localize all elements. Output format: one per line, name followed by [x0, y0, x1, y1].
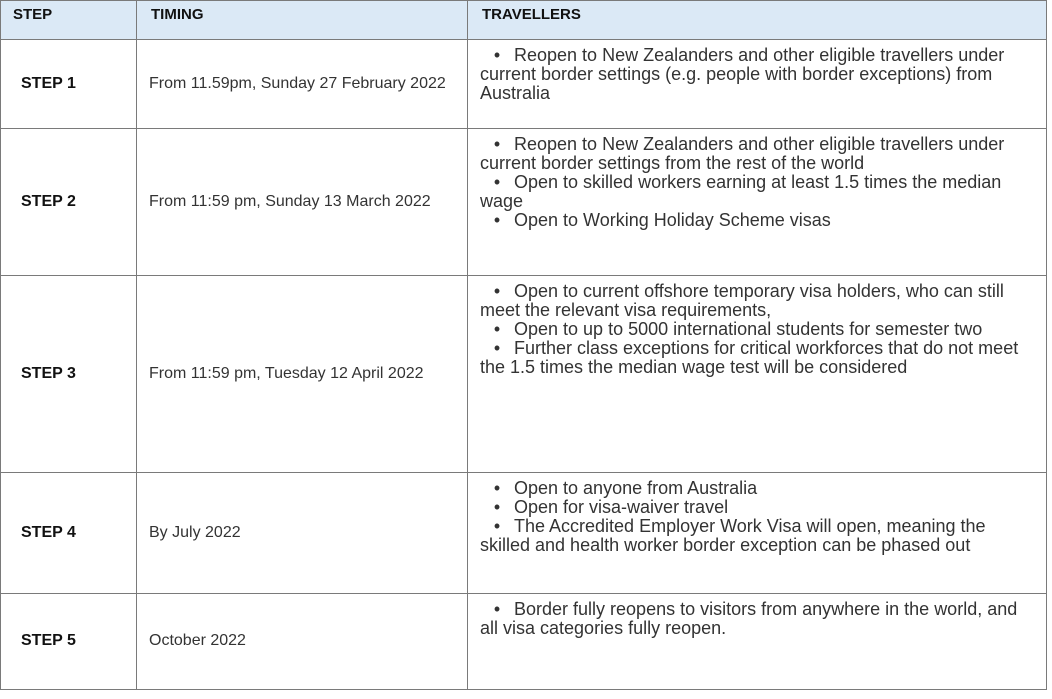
- table-row: [1, 40, 1047, 129]
- list-item: [480, 46, 1036, 103]
- travellers-cell: [468, 275, 1047, 472]
- timing-cell: By July 2022: [137, 472, 468, 593]
- table-row: [1, 275, 1047, 472]
- travellers-cell: [468, 40, 1047, 129]
- step-cell: STEP 3: [1, 275, 137, 472]
- list-item: [480, 135, 1036, 173]
- traveller-text: Open to skilled workers earning at least 1.5 times the median wage: [480, 171, 1002, 211]
- header-timing: [137, 1, 468, 40]
- traveller-text: Further class exceptions for critical workforces that do not meet the 1.5 times the median wage test will be considered: [480, 337, 1019, 377]
- list-item: [480, 211, 1036, 230]
- list-item: [480, 517, 1036, 555]
- bullet-icon: •: [493, 133, 501, 154]
- timing-cell: From 11.59pm, Sunday 27 February 2022: [137, 40, 468, 129]
- header-row: [1, 1, 1047, 40]
- bullet-icon: •: [493, 496, 501, 517]
- list-item: [480, 600, 1036, 638]
- travellers-list: [468, 473, 1046, 555]
- step-cell: STEP 5: [1, 593, 137, 689]
- traveller-text: Reopen to New Zealanders and other eligible travellers under current border settings (e.g. people with border exceptions) from Australia: [480, 45, 1005, 103]
- list-item: [480, 479, 1036, 498]
- traveller-text: Open to current offshore temporary visa holders, who can still meet the relevant visa requirements,: [480, 280, 1004, 320]
- bullet-icon: •: [493, 45, 501, 65]
- step-cell: STEP 4: [1, 472, 137, 593]
- travellers-list: [468, 129, 1046, 230]
- bullet-icon: •: [493, 337, 501, 358]
- timing-cell: October 2022: [137, 593, 468, 689]
- list-item: [480, 339, 1036, 377]
- table-row: [1, 472, 1047, 593]
- travellers-list: [468, 40, 1046, 103]
- timing-cell: From 11:59 pm, Sunday 13 March 2022: [137, 128, 468, 275]
- table-row: [1, 128, 1047, 275]
- bullet-icon: •: [493, 318, 501, 339]
- travellers-cell: [468, 593, 1047, 689]
- bullet-icon: •: [493, 280, 501, 301]
- bullet-icon: •: [493, 171, 501, 192]
- header-travellers-label: TRAVELLERS: [482, 6, 581, 23]
- traveller-text: Open for visa-waiver travel: [514, 496, 729, 517]
- traveller-text: The Accredited Employer Work Visa will open, meaning the skilled and health worker border exception can be phased out: [480, 515, 986, 555]
- step-cell: STEP 2: [1, 128, 137, 275]
- list-item: [480, 173, 1036, 211]
- traveller-text: Open to anyone from Australia: [514, 477, 758, 498]
- list-item: [480, 320, 1036, 339]
- traveller-text: Open to up to 5000 international students for semester two: [514, 318, 983, 339]
- travellers-list: [468, 276, 1046, 377]
- table-row: [1, 593, 1047, 689]
- header-step-label: STEP: [13, 6, 53, 23]
- header-timing-label: TIMING: [151, 6, 204, 23]
- travellers-cell: [468, 128, 1047, 275]
- travellers-cell: [468, 472, 1047, 593]
- header-travellers: [468, 1, 1047, 40]
- bullet-icon: •: [493, 477, 501, 498]
- step-cell: STEP 1: [1, 40, 137, 129]
- traveller-text: Reopen to New Zealanders and other eligible travellers under current border settings from the rest of the world: [480, 133, 1005, 173]
- bullet-icon: •: [493, 515, 501, 536]
- bullet-icon: •: [493, 209, 501, 230]
- timing-cell: From 11:59 pm, Tuesday 12 April 2022: [137, 275, 468, 472]
- traveller-text: Border fully reopens to visitors from anywhere in the world, and all visa categories fully reopen.: [480, 598, 1018, 638]
- list-item: [480, 498, 1036, 517]
- traveller-text: Open to Working Holiday Scheme visas: [514, 209, 831, 230]
- header-step: [1, 1, 137, 40]
- travellers-list: [468, 594, 1046, 638]
- bullet-icon: •: [493, 598, 501, 619]
- list-item: [480, 282, 1036, 320]
